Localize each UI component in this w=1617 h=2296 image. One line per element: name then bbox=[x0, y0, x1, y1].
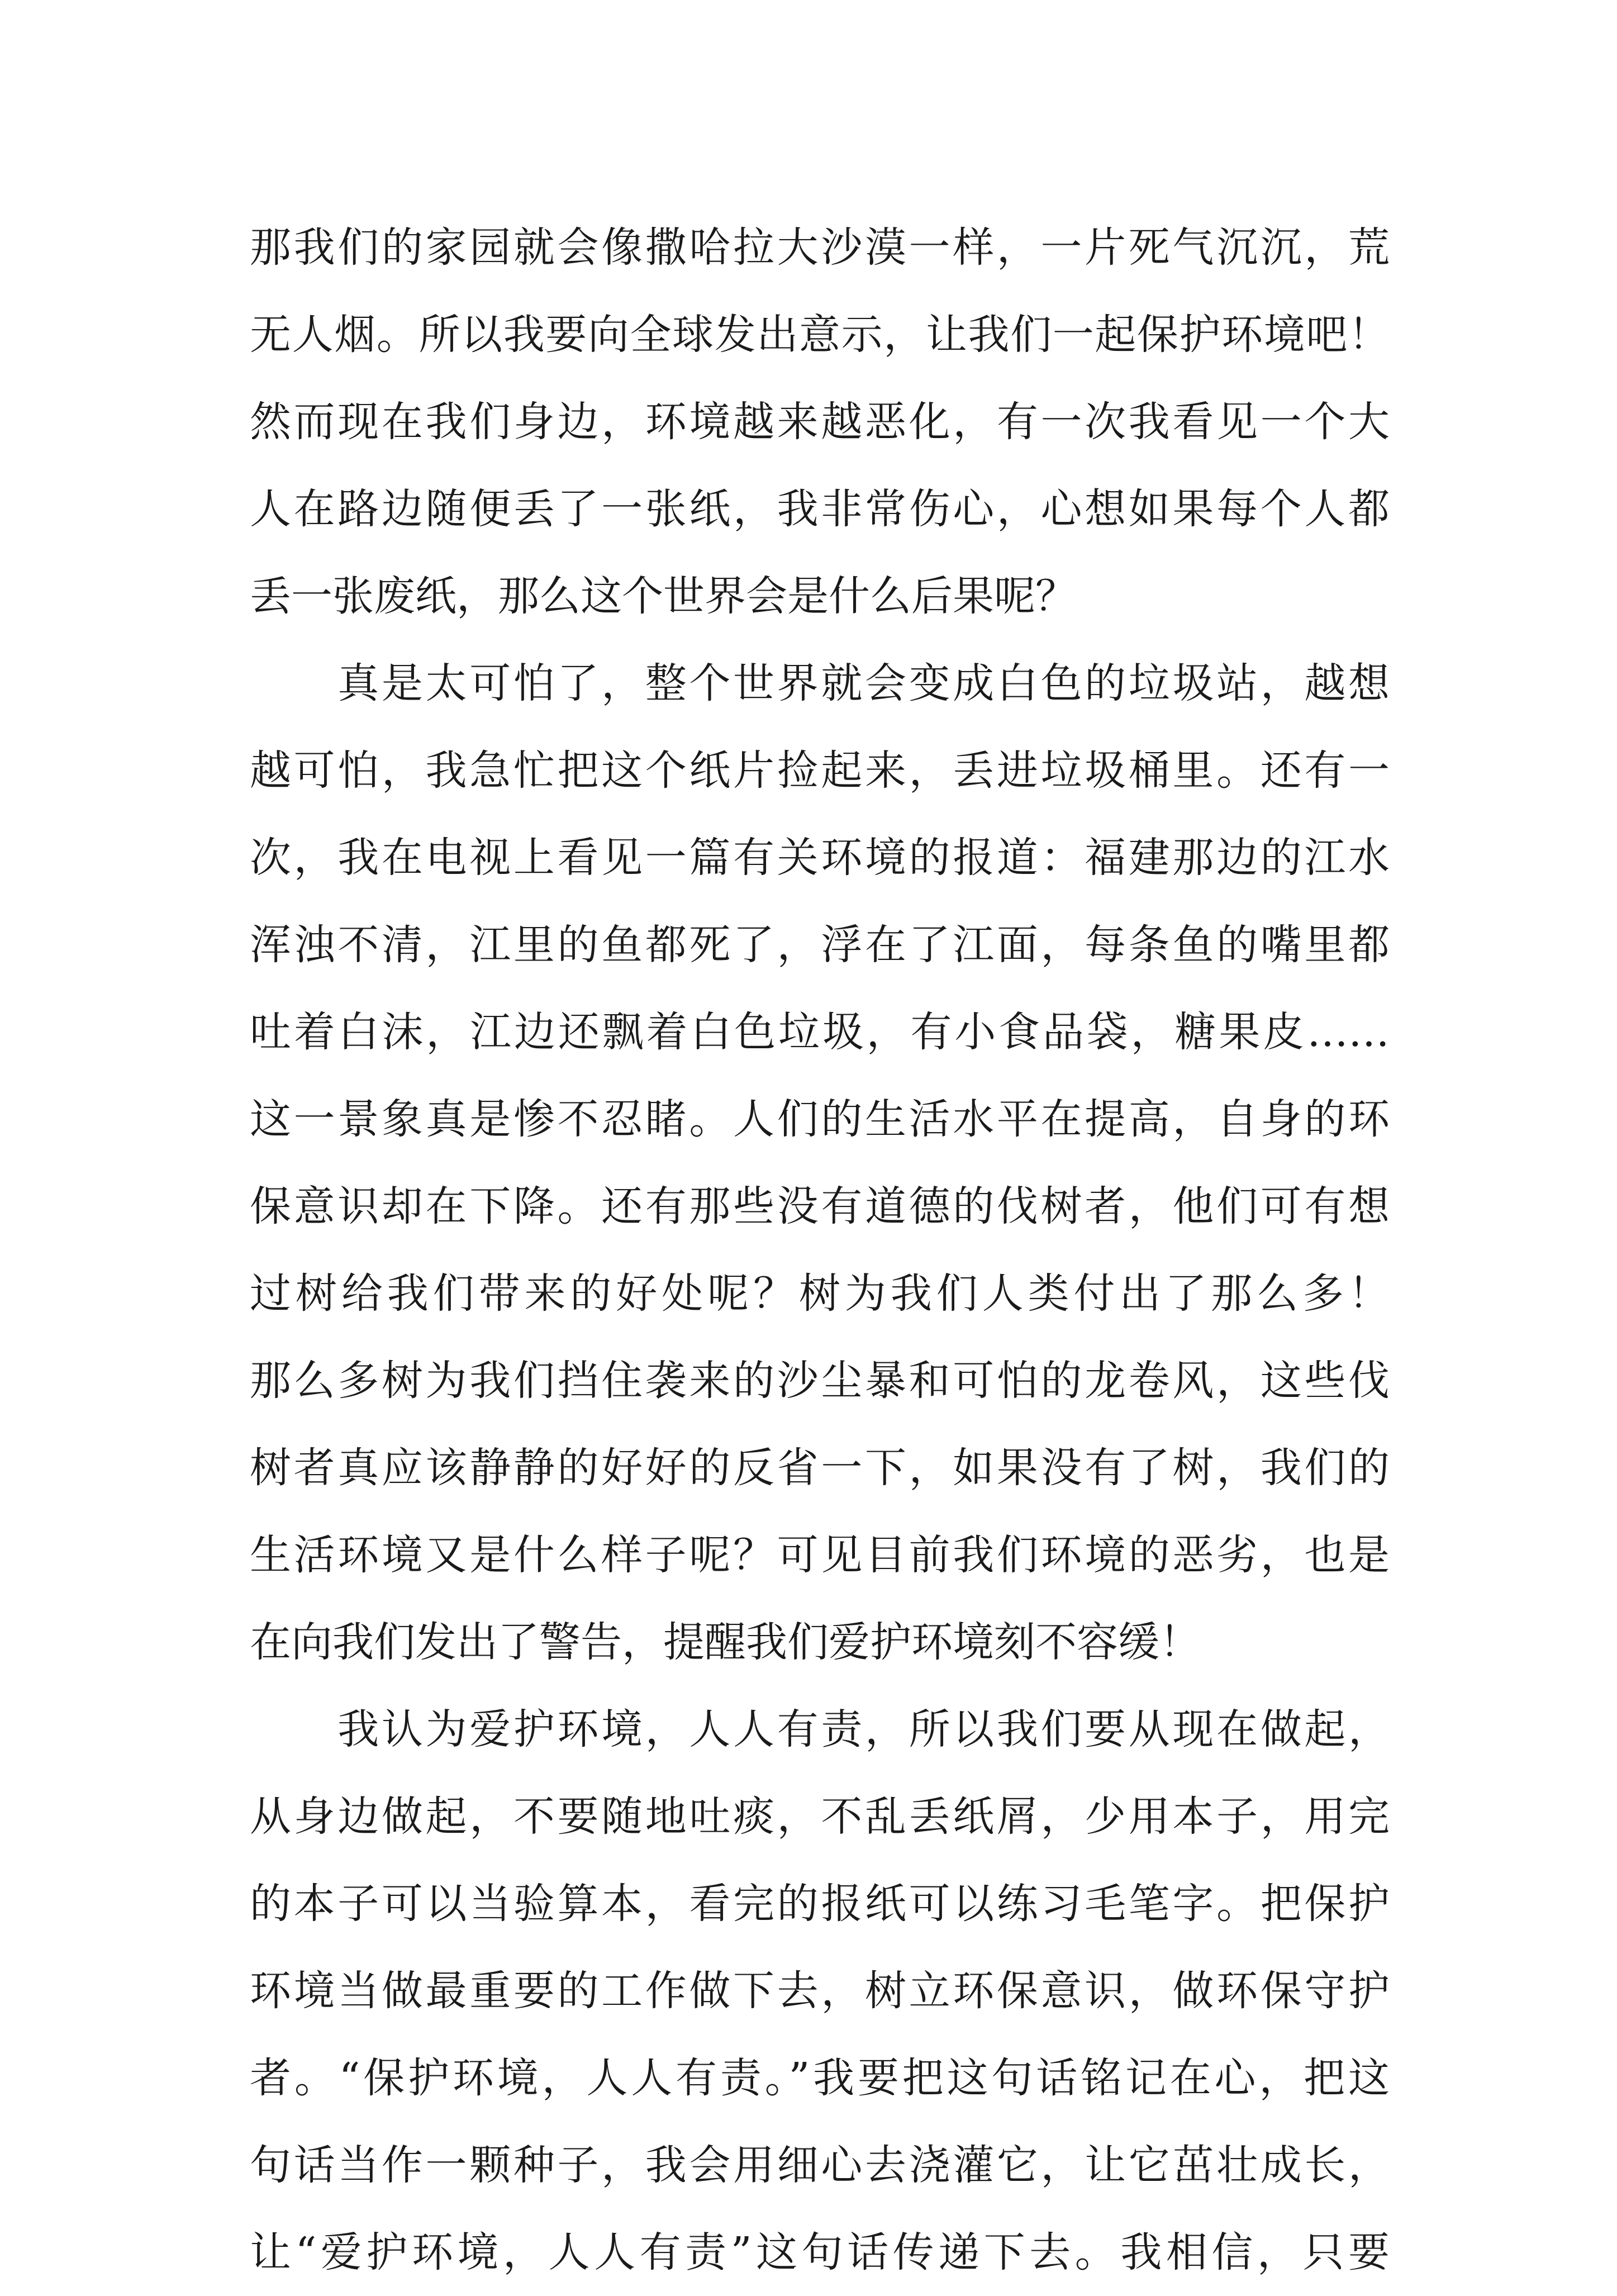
text-line: 那么多树为我们挡住袭来的沙尘暴和可怕的龙卷风，这些伐 bbox=[250, 1357, 1390, 1405]
text-line: 让“爱护环境，人人有责”这句话传递下去。我相信，只要 bbox=[250, 2228, 1390, 2276]
text-line: 这一景象真是惨不忍睹。人们的生活水平在提高，自身的环 bbox=[250, 1095, 1390, 1143]
text-line: 无人烟。所以我要向全球发出意示，让我们一起保护环境吧！ bbox=[250, 311, 1390, 359]
text-line: 那我们的家园就会像撒哈拉大沙漠一样，一片死气沉沉，荒 bbox=[250, 224, 1390, 272]
text-line: 保意识却在下降。还有那些没有道德的伐树者，他们可有想 bbox=[250, 1182, 1390, 1230]
text-line: 树者真应该静静的好好的反省一下，如果没有了树，我们的 bbox=[250, 1444, 1390, 1492]
text-line: 者。“保护环境，人人有责。”我要把这句话铭记在心，把这 bbox=[250, 2054, 1390, 2102]
essay-body bbox=[250, 204, 1390, 2296]
text-line: 在向我们发出了警告，提醒我们爱护环境刻不容缓！ bbox=[250, 1618, 1201, 1666]
text-line: 过树给我们带来的好处呢？树为我们人类付出了那么多！ bbox=[250, 1270, 1390, 1318]
text-line: 从身边做起，不要随地吐痰，不乱丢纸屑，少用本子，用完 bbox=[250, 1793, 1390, 1841]
paragraph-start-line: 真是太可怕了，整个世界就会变成白色的垃圾站，越想 bbox=[250, 659, 1390, 707]
text-line: 越可怕，我急忙把这个纸片捡起来，丢进垃圾桶里。还有一 bbox=[250, 747, 1390, 795]
text-line: 人在路边随便丢了一张纸，我非常伤心，心想如果每个人都 bbox=[250, 485, 1390, 533]
text-line: 的本子可以当验算本，看完的报纸可以练习毛笔字。把保护 bbox=[250, 1880, 1390, 1928]
paragraph-start-line: 我认为爱护环境，人人有责，所以我们要从现在做起， bbox=[250, 1705, 1390, 1753]
text-line: 次，我在电视上看见一篇有关环境的报道：福建那边的江水 bbox=[250, 834, 1390, 882]
text-line: 丢一张废纸，那么这个世界会是什么后果呢？ bbox=[250, 572, 1077, 620]
text-line: 环境当做最重要的工作做下去，树立环保意识，做环保守护 bbox=[250, 1967, 1390, 2015]
text-line: 然而现在我们身边，环境越来越恶化，有一次我看见一个大 bbox=[250, 398, 1390, 446]
text-line: 浑浊不清，江里的鱼都死了，浮在了江面，每条鱼的嘴里都 bbox=[250, 921, 1390, 969]
text-line: 吐着白沫，江边还飘着白色垃圾，有小食品袋，糖果皮…… bbox=[250, 1008, 1390, 1056]
text-line: 生活环境又是什么样子呢？可见目前我们环境的恶劣，也是 bbox=[250, 1531, 1390, 1579]
text-line: 句话当作一颗种子，我会用细心去浇灌它，让它茁壮成长， bbox=[250, 2141, 1390, 2189]
